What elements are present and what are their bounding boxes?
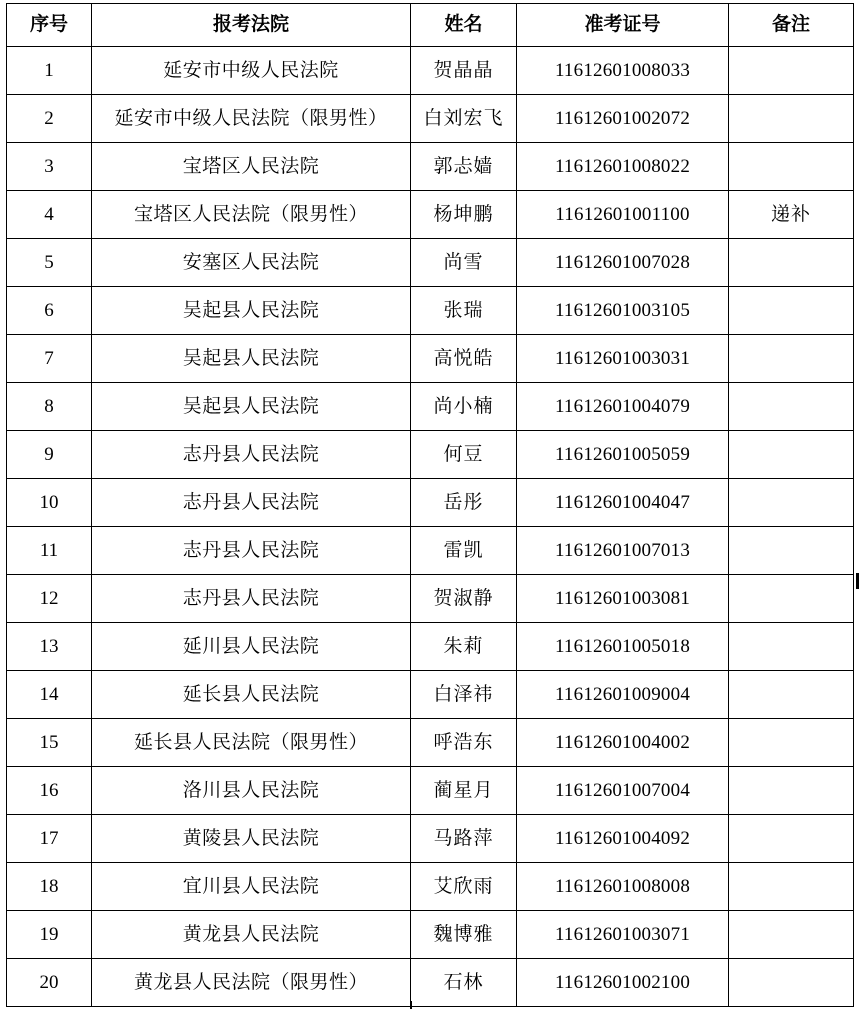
cell-index: 7 [7,335,92,383]
cell-note [729,479,854,527]
table-row [7,527,854,575]
cell-index: 2 [7,95,92,143]
cell-name: 朱莉 [411,623,517,671]
cell-ticket: 11612601004047 [517,479,729,527]
cell-court: 洛川县人民法院 [92,767,411,815]
table-row [7,671,854,719]
cell-court: 延川县人民法院 [92,623,411,671]
cell-name: 尚雪 [411,239,517,287]
cell-court: 延安市中级人民法院（限男性） [92,95,411,143]
column-header-ticket: 准考证号 [517,4,729,47]
cell-ticket: 11612601002100 [517,959,729,1007]
table-row [7,239,854,287]
cell-note [729,143,854,191]
cell-note [729,383,854,431]
cell-court: 吴起县人民法院 [92,335,411,383]
cell-court: 志丹县人民法院 [92,575,411,623]
cell-index: 15 [7,719,92,767]
cell-ticket: 11612601007004 [517,767,729,815]
cell-note [729,431,854,479]
cell-index: 3 [7,143,92,191]
cell-index: 13 [7,623,92,671]
cell-name: 贺晶晶 [411,47,517,95]
table-row [7,959,854,1007]
cell-note [729,863,854,911]
cell-name: 石林 [411,959,517,1007]
cell-note [729,575,854,623]
cell-court: 吴起县人民法院 [92,287,411,335]
table-row [7,47,854,95]
table-row [7,863,854,911]
cell-name: 魏博雅 [411,911,517,959]
cell-name: 白刘宏飞 [411,95,517,143]
table-row [7,287,854,335]
cell-index: 16 [7,767,92,815]
table-header-row [7,4,854,47]
cell-ticket: 11612601001100 [517,191,729,239]
cell-note [729,815,854,863]
cell-court: 宝塔区人民法院（限男性） [92,191,411,239]
cell-ticket: 11612601005018 [517,623,729,671]
cell-note [729,47,854,95]
cell-note [729,623,854,671]
cell-ticket: 11612601003105 [517,287,729,335]
cell-index: 8 [7,383,92,431]
cell-court: 黄龙县人民法院 [92,911,411,959]
cell-name: 雷凯 [411,527,517,575]
cell-note [729,287,854,335]
cell-name: 高悦皓 [411,335,517,383]
table-row [7,95,854,143]
cell-index: 9 [7,431,92,479]
cell-name: 蔺星月 [411,767,517,815]
cell-name: 白泽祎 [411,671,517,719]
document-page [0,3,859,1009]
table-row [7,719,854,767]
column-header-name: 姓名 [411,4,517,47]
cell-name: 郭忐嫱 [411,143,517,191]
cell-name: 尚小楠 [411,383,517,431]
table-row [7,431,854,479]
cell-index: 1 [7,47,92,95]
cell-note [729,335,854,383]
cell-index: 10 [7,479,92,527]
table-row [7,815,854,863]
cell-ticket: 11612601005059 [517,431,729,479]
cell-name: 呼浩东 [411,719,517,767]
column-header-index: 序号 [7,4,92,47]
table-row [7,623,854,671]
cell-ticket: 11612601002072 [517,95,729,143]
cell-court: 黄陵县人民法院 [92,815,411,863]
cell-name: 艾欣雨 [411,863,517,911]
cell-note [729,671,854,719]
cell-name: 张瑞 [411,287,517,335]
cell-ticket: 11612601008033 [517,47,729,95]
cell-ticket: 11612601004079 [517,383,729,431]
cell-index: 17 [7,815,92,863]
cell-index: 4 [7,191,92,239]
cell-court: 吴起县人民法院 [92,383,411,431]
table-row [7,911,854,959]
cell-court: 延安市中级人民法院 [92,47,411,95]
cell-ticket: 11612601003081 [517,575,729,623]
table-row [7,191,854,239]
cell-note [729,95,854,143]
cell-ticket: 11612601007013 [517,527,729,575]
applicants-table [6,3,854,1007]
cell-ticket: 11612601003031 [517,335,729,383]
table-row [7,479,854,527]
cell-index: 5 [7,239,92,287]
scan-bottom-artifact [410,1001,412,1009]
cell-note [729,959,854,1007]
table-body [7,47,854,1007]
cell-index: 18 [7,863,92,911]
cell-index: 12 [7,575,92,623]
cell-court: 志丹县人民法院 [92,431,411,479]
cell-ticket: 11612601008022 [517,143,729,191]
table-header [7,4,854,47]
cell-ticket: 11612601007028 [517,239,729,287]
cell-court: 志丹县人民法院 [92,479,411,527]
table-row [7,143,854,191]
cell-note [729,767,854,815]
table-row [7,575,854,623]
cell-ticket: 11612601004002 [517,719,729,767]
column-header-court: 报考法院 [92,4,411,47]
table-row [7,383,854,431]
cell-index: 6 [7,287,92,335]
cell-ticket: 11612601003071 [517,911,729,959]
cell-note [729,527,854,575]
cell-name: 何豆 [411,431,517,479]
cell-note: 递补 [729,191,854,239]
cell-index: 14 [7,671,92,719]
table-row [7,335,854,383]
cell-index: 20 [7,959,92,1007]
cell-court: 延长县人民法院 [92,671,411,719]
cell-name: 杨坤鹏 [411,191,517,239]
cell-court: 宜川县人民法院 [92,863,411,911]
cell-ticket: 11612601008008 [517,863,729,911]
cell-ticket: 11612601009004 [517,671,729,719]
cell-court: 宝塔区人民法院 [92,143,411,191]
cell-court: 志丹县人民法院 [92,527,411,575]
cell-name: 岳彤 [411,479,517,527]
cell-note [729,239,854,287]
column-header-note: 备注 [729,4,854,47]
cell-index: 11 [7,527,92,575]
cell-note [729,719,854,767]
cell-court: 延长县人民法院（限男性） [92,719,411,767]
cell-court: 安塞区人民法院 [92,239,411,287]
cell-name: 马路萍 [411,815,517,863]
cell-note [729,911,854,959]
cell-name: 贺淑静 [411,575,517,623]
table-row [7,767,854,815]
cell-index: 19 [7,911,92,959]
cell-court: 黄龙县人民法院（限男性） [92,959,411,1007]
cell-ticket: 11612601004092 [517,815,729,863]
